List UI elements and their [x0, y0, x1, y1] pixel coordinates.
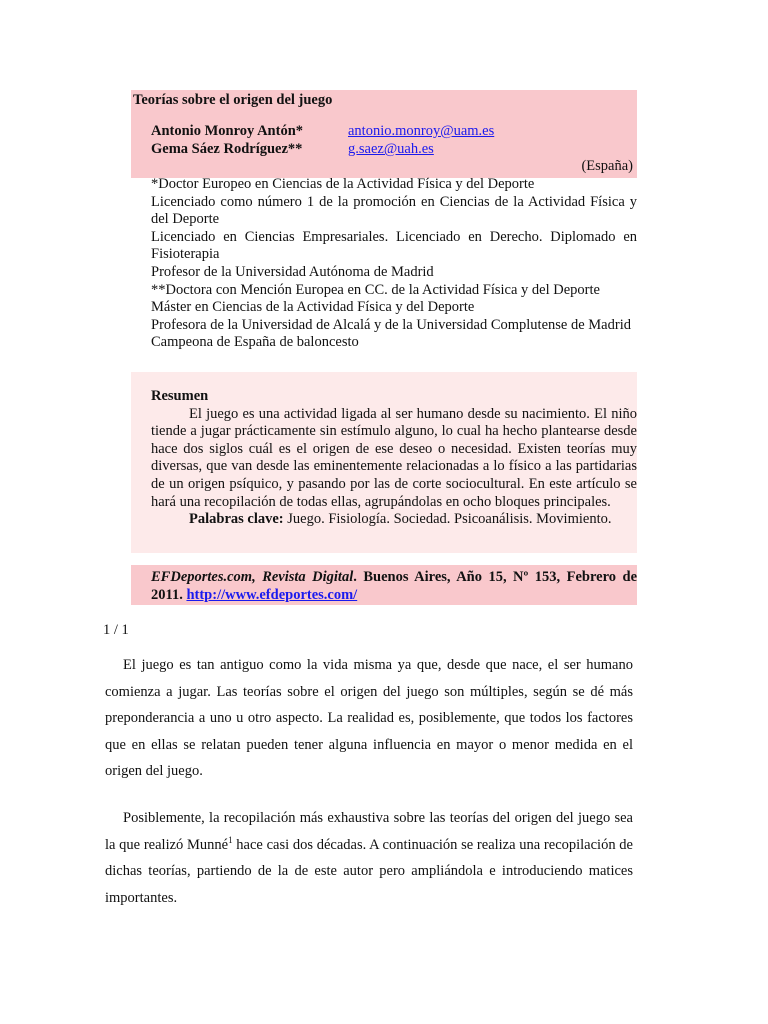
abstract-text: El juego es una actividad ligada al ser humano desde su nacimiento. El niño tiende a jugar prácticamente sin estímulo alguno, lo cual ha hecho plantearse desde hace dos siglos cuál es el origen de ese deseo o necesidad. Existen teorías muy diversas, que van desde las eminentemente relacionadas a lo físico a las partidarias de un origen psíquico, y pasando por las de corte sociocultural. En este artículo se hará una recopilación de todas ellas, agrupándolas en ocho bloques principales. [151, 405, 637, 510]
citation-box [131, 565, 637, 605]
bio-line: Profesor de la Universidad Autónoma de Madrid [151, 263, 434, 280]
body-paragraph-1: El juego es tan antiguo como la vida misma ya que, desde que nace, el ser humano comienza a jugar. Las teorías sobre el origen del juego son múltiples, según se dé más preponderancia a uno u otro aspecto. La realidad es, posiblemente, que todos los factores que en ellas se relatan pueden tener alguna influencia en mayor o menor medida en el origen del juego. [105, 657, 633, 780]
journal-url-link[interactable]: http://www.efdeportes.com/ [186, 587, 358, 603]
author-name-1: Antonio Monroy Antón* [151, 123, 304, 139]
abstract-heading: Resumen [151, 388, 209, 404]
author-email-link-2[interactable]: g.saez@uah.es [348, 141, 434, 157]
author-name-2: Gema Sáez Rodríguez** [151, 141, 303, 157]
footnote-reference[interactable]: 1 [228, 834, 233, 845]
keywords-line [151, 511, 637, 529]
bio-line: Licenciado en Ciencias Empresariales. Licenciado en Derecho. Diplomado en Fisioterapia [151, 228, 637, 263]
paragraph-text: hace casi dos décadas. A continuación se realiza una recopilación de dichas teorías, partiendo de la de este autor pero ampliándola e introduciendo matices importantes. [105, 836, 633, 906]
bio-line: Máster en Ciencias de la Actividad Física y del Deporte [151, 299, 475, 316]
keywords-label: Palabras clave: [189, 511, 284, 528]
abstract-box [131, 372, 637, 553]
citation [151, 568, 637, 604]
bio-line: *Doctor Europeo en Ciencias de la Actividad Física y del Deporte [151, 176, 535, 192]
article-title: Teorías sobre el origen del juego [133, 92, 333, 108]
bio-line: Licenciado como número 1 de la promoción en Ciencias de la Actividad Física y del Deporte [151, 193, 637, 228]
journal-name: EFDeportes.com, Revista Digital [151, 569, 354, 585]
paragraph-text: Posiblemente, la recopilación más exhaustiva sobre las teorías del origen del juego sea la que realizó Munné [105, 810, 633, 853]
keywords-value: Juego. Fisiología. Sociedad. Psicoanálisis. Movimiento. [287, 511, 612, 528]
author-email-link-1[interactable]: antonio.monroy@uam.es [348, 123, 495, 139]
citation-details: . Buenos Aires, Año 15, Nº 153, Febrero de 2011. [151, 569, 638, 603]
bio-line: Campeona de España de baloncesto [151, 334, 359, 351]
author-bios [151, 176, 637, 352]
country-label: (España) [581, 158, 633, 174]
bio-line: Profesora de la Universidad de Alcalá y de la Universidad Complutense de Madrid [151, 316, 631, 333]
bio-line: **Doctora con Mención Europea en CC. de la Actividad Física y del Deporte [151, 281, 600, 298]
title-box [131, 90, 637, 178]
page-number: 1 / 1 [103, 622, 129, 638]
body-paragraph-2 [105, 805, 633, 911]
